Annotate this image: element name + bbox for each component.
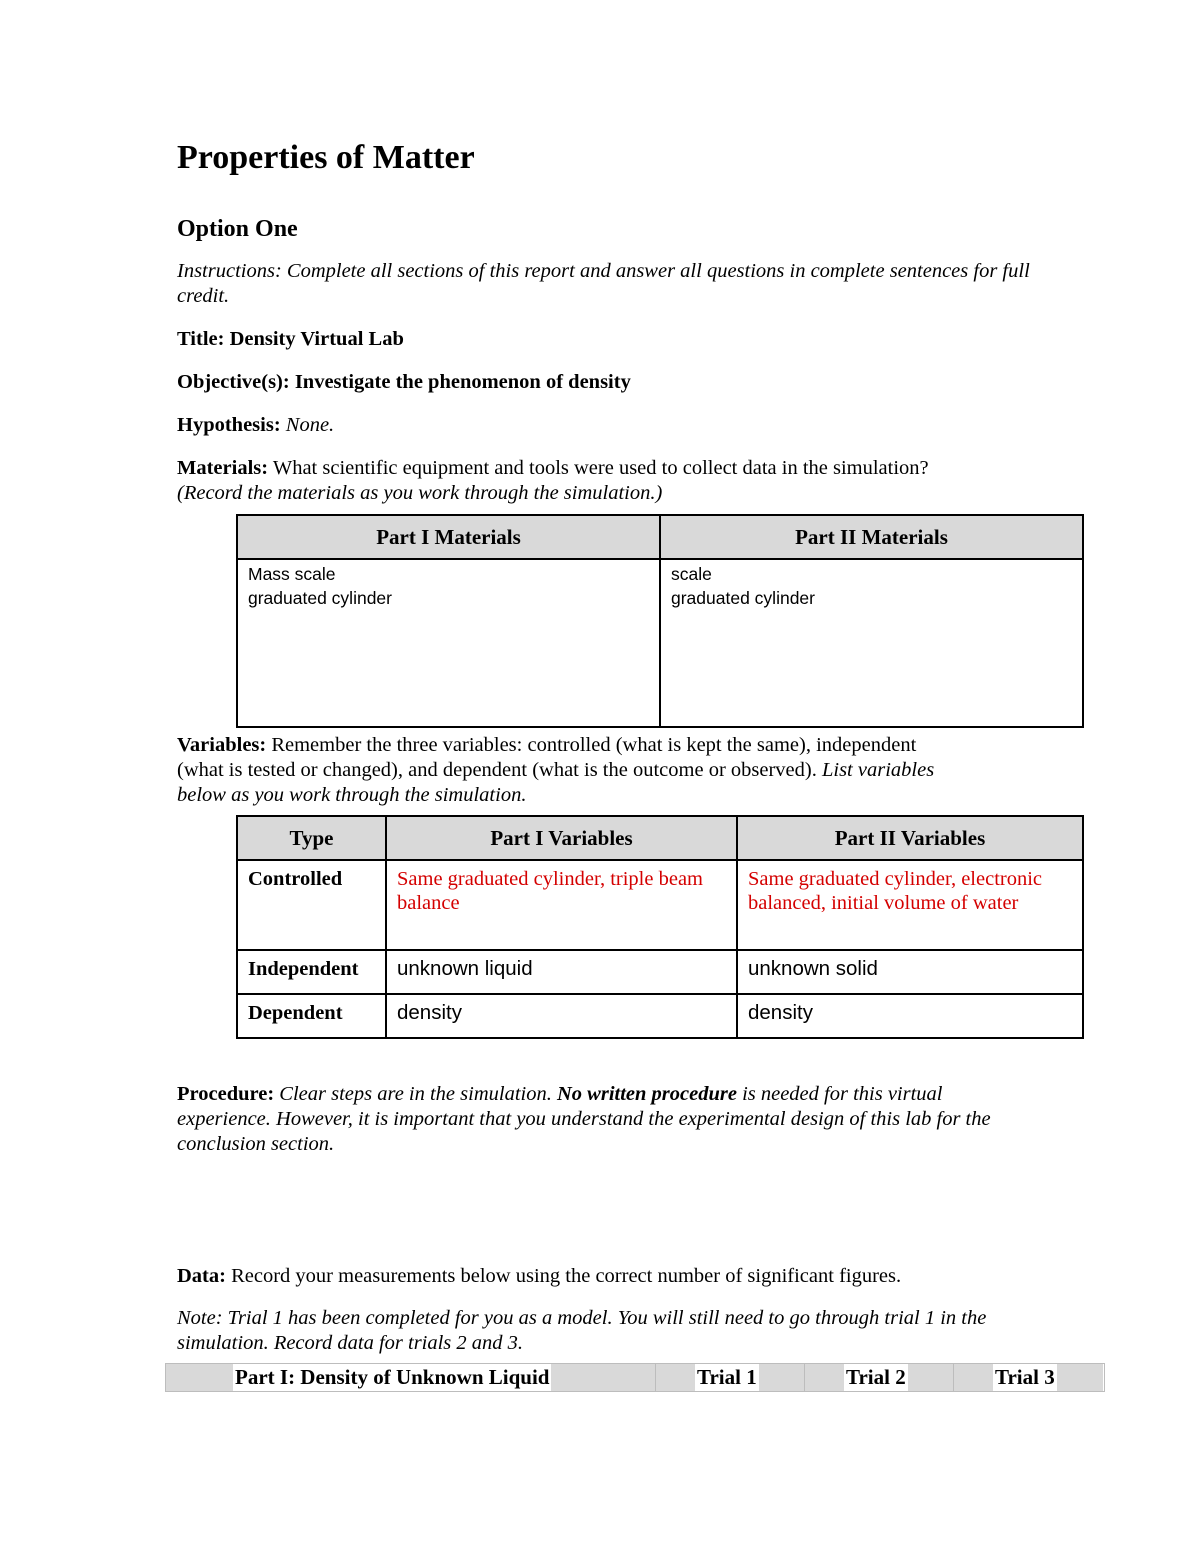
- materials-note: (Record the materials as you work through the simulation.): [177, 482, 663, 504]
- variables-header-part1: Part I Variables: [386, 816, 737, 860]
- hypothesis-line: [177, 413, 1037, 438]
- variables-note: List variables below as you work through the simulation.: [177, 759, 935, 806]
- data-text: Record your measurements below using the correct number of significant figures.: [231, 1265, 902, 1287]
- objective-label: Objective(s):: [177, 371, 290, 393]
- data-header-trial1: Trial 1: [697, 1365, 757, 1389]
- materials-label: Materials:: [177, 457, 269, 479]
- independent-part2-cell[interactable]: unknown solid: [737, 950, 1083, 994]
- option-heading: Option One: [177, 216, 298, 242]
- page-title: Properties of Matter: [177, 139, 475, 176]
- materials-header-part2: Part II Materials: [660, 515, 1083, 559]
- data-label: Data:: [177, 1265, 226, 1287]
- hypothesis-label: Hypothesis:: [177, 414, 281, 436]
- lab-title-label: Title:: [177, 328, 225, 350]
- data-header-part1: Part I: Density of Unknown Liquid: [235, 1365, 550, 1389]
- variables-label: Variables:: [177, 734, 267, 756]
- procedure-italic-2: is needed for this virtual experience. However, it is important that you understand the experimental design of this lab for the conclusion section.: [177, 1083, 991, 1155]
- variables-header-part2: Part II Variables: [737, 816, 1083, 860]
- procedure-paragraph: [177, 1082, 1027, 1157]
- materials-header-part1: Part I Materials: [237, 515, 660, 559]
- data-header-trial3: Trial 3: [995, 1365, 1055, 1389]
- dependent-part2-cell[interactable]: density: [737, 994, 1083, 1038]
- material-item: graduated cylinder: [248, 588, 392, 608]
- dependent-part1-cell[interactable]: density: [386, 994, 737, 1038]
- variables-paragraph: [177, 733, 957, 808]
- objective-value: Investigate the phenomenon of density: [294, 371, 631, 393]
- materials-part2-cell[interactable]: [660, 559, 1083, 727]
- lab-title-line: [177, 327, 1037, 352]
- controlled-part1-cell[interactable]: Same graduated cylinder, triple beam balance: [386, 860, 737, 950]
- variables-text: Remember the three variables: controlled (what is kept the same), independent (what is tested or changed), and dependent (what is the outcome or observed).: [177, 734, 917, 781]
- data-paragraph: [177, 1264, 1037, 1289]
- procedure-italic-1: Clear steps are in the simulation.: [279, 1083, 552, 1105]
- instructions: Instructions: Complete all sections of this report and answer all questions in complete sentences for full credit.: [177, 260, 1030, 307]
- hypothesis-value: None.: [285, 414, 335, 436]
- variable-type-independent: Independent: [237, 950, 386, 994]
- independent-part1-cell[interactable]: unknown liquid: [386, 950, 737, 994]
- controlled-part2-cell[interactable]: Same graduated cylinder, electronic balanced, initial volume of water: [737, 860, 1083, 950]
- material-item: Mass scale: [248, 564, 336, 584]
- variables-header-type: Type: [237, 816, 386, 860]
- data-note: Note: Trial 1 has been completed for you as a model. You will still need to go through trial 1 in the simulation. Record data for trials 2 and 3.: [177, 1307, 987, 1354]
- materials-part1-cell[interactable]: [237, 559, 660, 727]
- procedure-bold: No written procedure: [556, 1083, 737, 1105]
- materials-paragraph: [177, 456, 957, 506]
- variables-table: [236, 815, 1084, 1039]
- variable-type-controlled: Controlled: [237, 860, 386, 950]
- material-item: graduated cylinder: [671, 588, 815, 608]
- data-table-header: [165, 1363, 1105, 1392]
- material-item: scale: [671, 564, 712, 584]
- objective-line: [177, 370, 1037, 395]
- materials-text: What scientific equipment and tools were used to collect data in the simulation?: [272, 457, 929, 479]
- procedure-label: Procedure:: [177, 1083, 275, 1105]
- variable-type-dependent: Dependent: [237, 994, 386, 1038]
- materials-table: [236, 514, 1084, 728]
- data-header-trial2: Trial 2: [846, 1365, 906, 1389]
- lab-title-value: Density Virtual Lab: [229, 328, 404, 350]
